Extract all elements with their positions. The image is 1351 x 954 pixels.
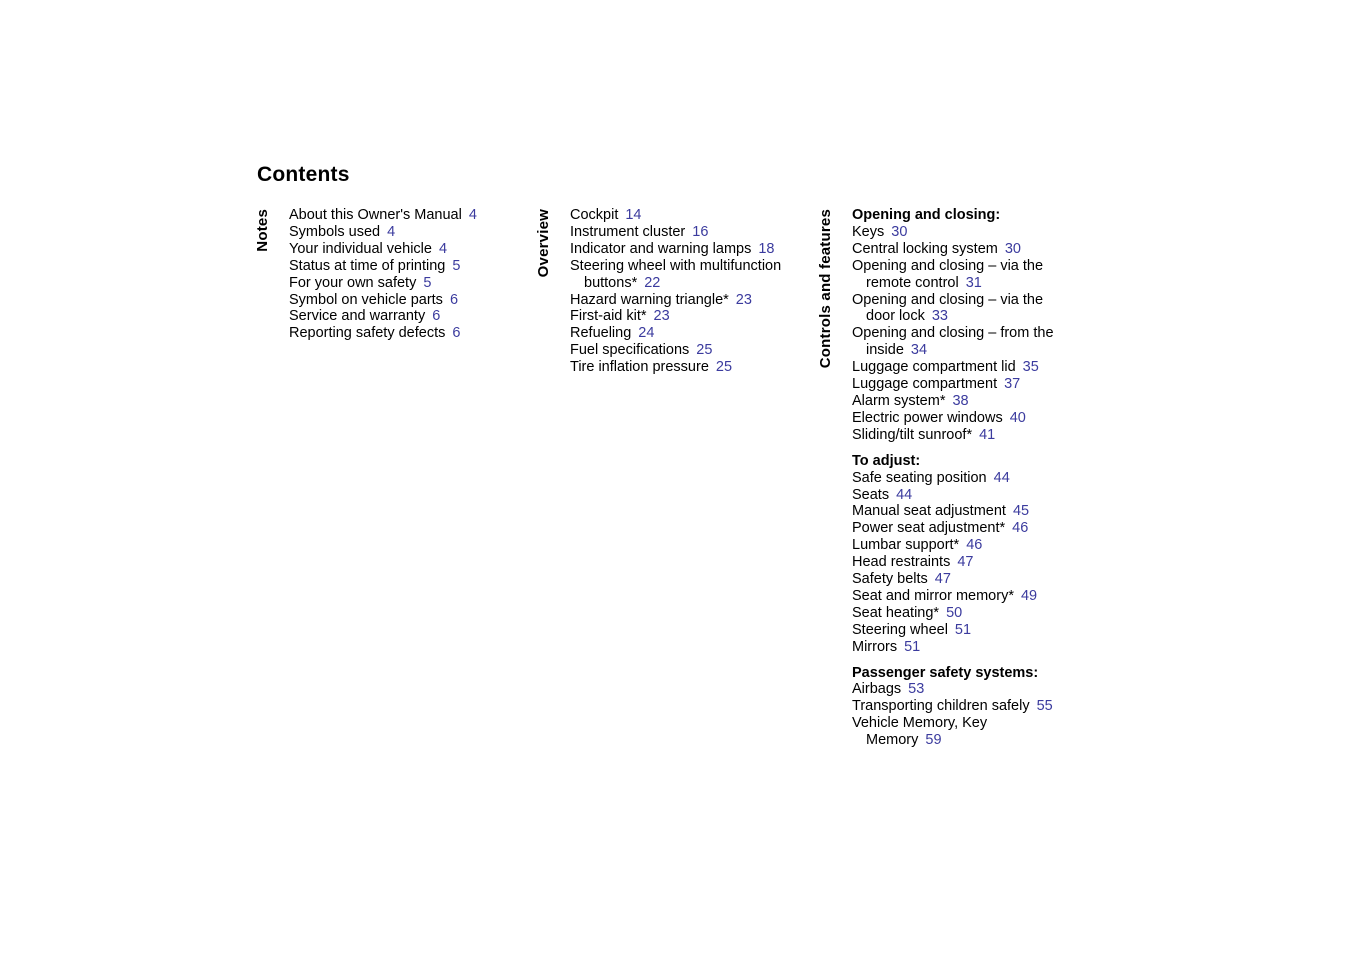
- toc-page-number[interactable]: 22: [644, 274, 661, 291]
- toc-page-number[interactable]: 51: [904, 638, 921, 655]
- toc-page-number[interactable]: 30: [891, 223, 908, 240]
- toc-entry-title: Transporting children safely: [852, 698, 1030, 715]
- toc-entry[interactable]: [852, 292, 1054, 326]
- toc-entry[interactable]: [852, 503, 1054, 520]
- toc-entry[interactable]: [570, 241, 781, 258]
- toc-entry[interactable]: [852, 376, 1054, 393]
- toc-entry-title: Seat and mirror memory*: [852, 587, 1014, 604]
- toc-page-number[interactable]: 47: [957, 554, 974, 571]
- toc-entry-title: Safe seating position: [852, 469, 987, 486]
- toc-list-notes: [289, 207, 477, 342]
- toc-page-number[interactable]: 37: [1004, 376, 1021, 393]
- toc-page-number[interactable]: 50: [946, 604, 963, 621]
- toc-entry-title: Central locking system: [852, 240, 998, 257]
- toc-group: [852, 207, 1054, 444]
- toc-entry[interactable]: [852, 224, 1054, 241]
- toc-entry[interactable]: [289, 241, 477, 258]
- toc-page-number[interactable]: 46: [966, 537, 983, 554]
- toc-page-number[interactable]: 46: [1012, 520, 1029, 537]
- toc-entry-title: Cockpit: [570, 207, 619, 223]
- toc-entry[interactable]: [852, 622, 1054, 639]
- toc-entry-title: For your own safety: [289, 274, 417, 291]
- toc-entry-title: Reporting safety defects: [289, 325, 446, 342]
- toc-entry-title: About this Owner's Manual: [289, 207, 462, 223]
- toc-page-number[interactable]: 53: [908, 681, 925, 698]
- toc-entry-title: Luggage compartment: [852, 376, 998, 393]
- toc-entry[interactable]: [570, 308, 781, 325]
- toc-entry[interactable]: [852, 359, 1054, 376]
- toc-entry[interactable]: [852, 681, 1054, 698]
- toc-entry[interactable]: [570, 224, 781, 241]
- toc-entry[interactable]: [852, 639, 1054, 656]
- toc-page-number[interactable]: 6: [449, 291, 459, 308]
- toc-entry-title: Memory: [866, 732, 919, 749]
- toc-entry[interactable]: [570, 292, 781, 309]
- toc-entry[interactable]: [852, 470, 1054, 487]
- toc-page-number[interactable]: 55: [1036, 698, 1053, 715]
- toc-entry-title: Seats: [852, 486, 890, 503]
- toc-entry[interactable]: [570, 258, 781, 292]
- toc-page-number[interactable]: 6: [432, 308, 441, 325]
- toc-page-number[interactable]: 23: [653, 308, 670, 325]
- toc-entry-title: Tire inflation pressure: [570, 359, 709, 376]
- section-tab-label: Overview: [535, 209, 552, 278]
- toc-entry-title: Electric power windows: [852, 409, 1003, 426]
- toc-entry-title: Safety belts: [852, 571, 928, 588]
- section-tab-controls-and-features: [818, 209, 838, 409]
- toc-entry[interactable]: [852, 698, 1054, 715]
- toc-page-number[interactable]: 51: [954, 621, 972, 638]
- toc-group-heading: Passenger safety systems:: [852, 664, 1039, 681]
- toc-entry[interactable]: [852, 393, 1054, 410]
- toc-entry-title: Opening and closing – via the: [852, 291, 1044, 308]
- toc-entry[interactable]: [289, 224, 477, 241]
- toc-entry[interactable]: [852, 427, 1054, 444]
- toc-entry-title: Symbols used: [289, 223, 381, 240]
- toc-entry[interactable]: [852, 571, 1054, 588]
- toc-entry[interactable]: [289, 207, 477, 224]
- toc-page-number[interactable]: 38: [952, 392, 969, 409]
- toc-entry-title: Status at time of printing: [289, 257, 446, 274]
- toc-entry-title: Head restraints: [852, 554, 951, 571]
- toc-entry-title: Steering wheel: [852, 621, 948, 638]
- toc-entry-title: inside: [866, 342, 904, 359]
- toc-page-number[interactable]: 5: [452, 257, 461, 274]
- toc-page-number[interactable]: 44: [993, 469, 1010, 486]
- toc-entry-title: First-aid kit*: [570, 308, 647, 325]
- toc-entry-title: Alarm system*: [852, 392, 946, 409]
- toc-entry[interactable]: [852, 605, 1054, 622]
- toc-group: [852, 453, 1054, 656]
- toc-entry[interactable]: [570, 325, 781, 342]
- toc-entry-title: Luggage compartment lid: [852, 359, 1016, 376]
- page-title: Contents: [257, 163, 350, 186]
- toc-page-number[interactable]: 25: [715, 359, 733, 376]
- toc-page-number[interactable]: 40: [1009, 409, 1026, 426]
- toc-entry-title: Steering wheel with multifunction: [570, 257, 782, 274]
- toc-list-overview: [570, 207, 781, 376]
- toc-page-number[interactable]: 33: [931, 308, 948, 325]
- toc-entry-title: Refueling: [570, 325, 632, 342]
- toc-page-number[interactable]: 23: [735, 291, 752, 308]
- toc-entry[interactable]: [289, 275, 477, 292]
- toc-entry-title: Mirrors: [852, 638, 898, 655]
- toc-page-number[interactable]: 4: [387, 223, 396, 240]
- toc-page-number[interactable]: 35: [1022, 359, 1039, 376]
- toc-page-number[interactable]: 30: [1004, 240, 1021, 257]
- toc-entry[interactable]: [852, 487, 1054, 504]
- section-tab-overview: [536, 209, 556, 409]
- toc-page-number[interactable]: 4: [438, 240, 448, 257]
- toc-entry[interactable]: [570, 359, 781, 376]
- toc-page-number[interactable]: 14: [625, 207, 642, 223]
- toc-page-number[interactable]: 47: [934, 571, 951, 588]
- toc-entry[interactable]: [570, 342, 781, 359]
- toc-entry-title: Instrument cluster: [570, 223, 686, 240]
- toc-page-number[interactable]: 34: [910, 342, 928, 359]
- toc-entry-title: Vehicle Memory, Key: [852, 715, 988, 732]
- toc-entry-title: Service and warranty: [289, 308, 426, 325]
- toc-page-number[interactable]: 31: [965, 274, 982, 291]
- toc-page-number[interactable]: 59: [925, 732, 942, 749]
- toc-entry-title: remote control: [866, 274, 959, 291]
- toc-entry-title: Lumbar support*: [852, 537, 960, 554]
- toc-entry[interactable]: [570, 207, 781, 224]
- toc-entry-title: Seat heating*: [852, 604, 940, 621]
- toc-entry-title: door lock: [866, 308, 925, 325]
- toc-entry[interactable]: [852, 410, 1054, 427]
- toc-page-number[interactable]: 24: [638, 325, 655, 342]
- toc-entry[interactable]: [289, 258, 477, 275]
- toc-page-number[interactable]: 6: [452, 325, 461, 342]
- toc-entry-title: Indicator and warning lamps: [570, 240, 752, 257]
- toc-page-number[interactable]: 4: [468, 207, 477, 223]
- toc-entry[interactable]: [852, 325, 1054, 359]
- toc-page-number[interactable]: 25: [696, 342, 713, 359]
- toc-entry[interactable]: [852, 241, 1054, 258]
- toc-entry-title: Opening and closing – via the: [852, 257, 1044, 274]
- toc-page-number[interactable]: 16: [692, 223, 709, 240]
- toc-entry-title: Symbol on vehicle parts: [289, 291, 443, 308]
- toc-entry-title: Opening and closing – from the: [852, 325, 1054, 342]
- toc-page-number[interactable]: 45: [1012, 503, 1030, 520]
- toc-entry-title: Hazard warning triangle*: [570, 291, 729, 308]
- toc-entry-title: buttons*: [584, 274, 638, 291]
- toc-page-number[interactable]: 5: [423, 274, 432, 291]
- toc-entry-title: Airbags: [852, 681, 902, 698]
- toc-list-controls-and-features: [852, 207, 1054, 749]
- toc-entry[interactable]: [852, 520, 1054, 537]
- toc-entry-title: Fuel specifications: [570, 342, 690, 359]
- toc-entry-title: Manual seat adjustment: [852, 503, 1006, 520]
- section-tab-notes: [255, 209, 275, 409]
- section-tab-label: Controls and features: [817, 209, 834, 369]
- section-tab-label: Notes: [254, 209, 271, 252]
- toc-entry-title: Keys: [852, 223, 885, 240]
- toc-entry[interactable]: [289, 292, 477, 309]
- toc-entry-title: Power seat adjustment*: [852, 520, 1006, 537]
- toc-entry[interactable]: [852, 715, 1054, 749]
- toc-page-number[interactable]: 49: [1020, 587, 1038, 604]
- toc-entry[interactable]: [852, 588, 1054, 605]
- toc-page-number[interactable]: 18: [758, 240, 775, 257]
- toc-entry-title: Your individual vehicle: [289, 240, 432, 257]
- toc-entry-title: Sliding/tilt sunroof*: [852, 426, 973, 443]
- toc-entry[interactable]: [852, 554, 1054, 571]
- toc-group-heading: Opening and closing:: [852, 207, 1001, 223]
- toc-entry[interactable]: [852, 537, 1054, 554]
- toc-group-heading: To adjust:: [852, 452, 921, 469]
- toc-page-number[interactable]: 41: [979, 426, 996, 443]
- toc-group: [852, 665, 1054, 750]
- toc-page-number[interactable]: 44: [896, 486, 913, 503]
- toc-entry[interactable]: [852, 258, 1054, 292]
- toc-entry[interactable]: [289, 325, 477, 342]
- toc-entry[interactable]: [289, 308, 477, 325]
